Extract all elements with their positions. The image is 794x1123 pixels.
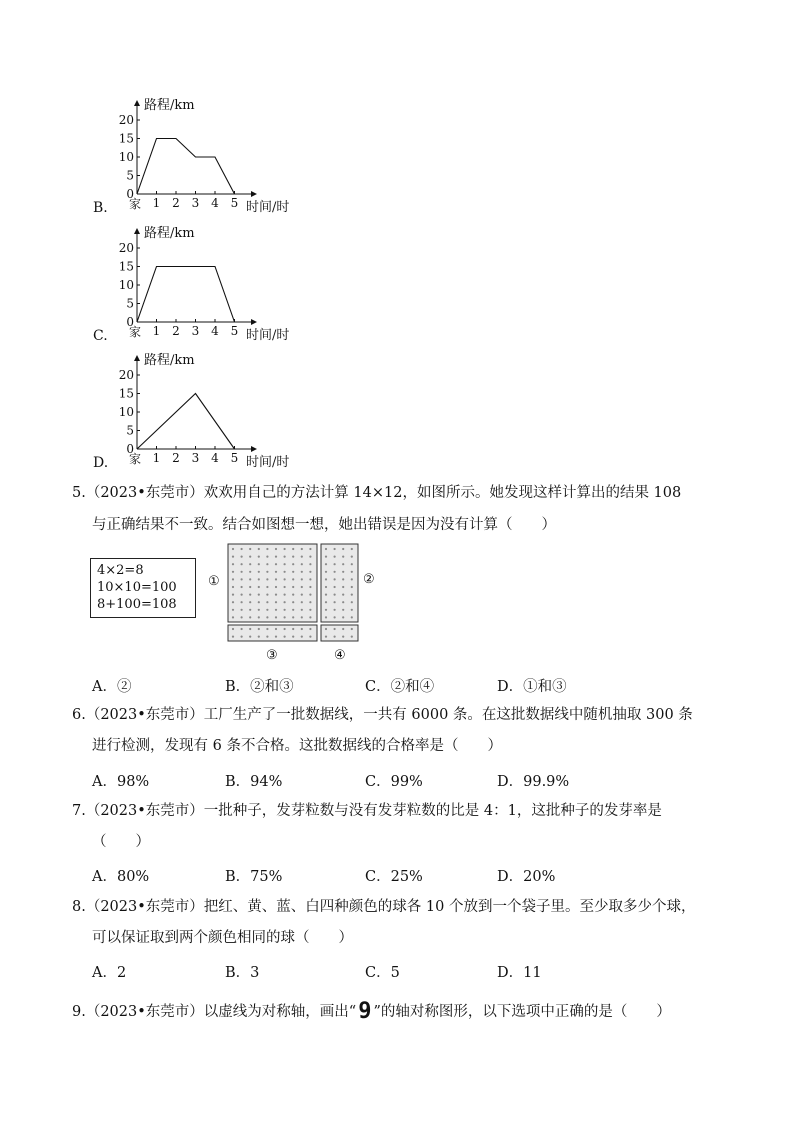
grid-dot bbox=[241, 578, 243, 580]
distance-line bbox=[137, 394, 235, 450]
grid-dot bbox=[284, 556, 286, 558]
grid-dot bbox=[241, 628, 243, 630]
grid-dot bbox=[309, 628, 311, 630]
grid-dot bbox=[275, 563, 277, 565]
grid-dot bbox=[232, 594, 234, 596]
grid-dot bbox=[241, 571, 243, 573]
grid-dot bbox=[334, 578, 336, 580]
grid-dot bbox=[334, 556, 336, 558]
grid-dot bbox=[275, 609, 277, 611]
x-tick-label: 4 bbox=[211, 324, 219, 338]
grid-dot bbox=[266, 563, 268, 565]
y-axis-label: 路程/km bbox=[144, 226, 195, 241]
calc-box bbox=[90, 558, 196, 618]
grid-dot bbox=[284, 571, 286, 573]
grid-dot bbox=[284, 616, 286, 618]
grid-dot bbox=[258, 609, 260, 611]
grid-dot bbox=[325, 628, 327, 630]
x-tick-label: 4 bbox=[211, 196, 219, 210]
grid-dot bbox=[258, 548, 260, 550]
grid-dot bbox=[275, 586, 277, 588]
grid-dot bbox=[284, 578, 286, 580]
q5-option-b[interactable]: B．②和③ bbox=[225, 679, 294, 695]
grid-dot bbox=[325, 594, 327, 596]
grid-dot bbox=[266, 628, 268, 630]
grid-dot bbox=[301, 594, 303, 596]
grid-dot bbox=[258, 601, 260, 603]
grid-dot bbox=[258, 628, 260, 630]
grid-dot bbox=[334, 616, 336, 618]
y-axis-arrow bbox=[134, 100, 140, 106]
q8-option-d[interactable]: D．11 bbox=[497, 965, 542, 981]
q6-line1: 6.（2023•东莞市）工厂生产了一批数据线，一共有 6000 条。在这批数据线中随机抽取 300 条 bbox=[72, 707, 693, 723]
grid-dot bbox=[351, 556, 353, 558]
grid-dot bbox=[309, 616, 311, 618]
grid-dot bbox=[301, 609, 303, 611]
y-axis-arrow bbox=[134, 228, 140, 234]
grid-dot bbox=[325, 586, 327, 588]
grid-dot bbox=[292, 628, 294, 630]
grid-dot bbox=[258, 571, 260, 573]
calc-line: 4×2=8 bbox=[97, 563, 144, 578]
grid-dot bbox=[258, 586, 260, 588]
grid-dot bbox=[249, 594, 251, 596]
q9-glyph: 9 bbox=[358, 999, 372, 1024]
grid-dot bbox=[301, 548, 303, 550]
q7-line1: 7.（2023•东莞市）一批种子，发芽粒数与没有发芽粒数的比是 4：1，这批种子的发芽率是 bbox=[72, 803, 662, 819]
calc-line: 10×10=100 bbox=[97, 580, 177, 595]
grid-dot bbox=[309, 563, 311, 565]
grid-dot bbox=[309, 548, 311, 550]
graph-d bbox=[115, 351, 305, 471]
grid-dot bbox=[342, 616, 344, 618]
grid-dot bbox=[258, 578, 260, 580]
grid-dot bbox=[351, 548, 353, 550]
x-tick-label: 2 bbox=[172, 451, 180, 465]
q8-line2: 可以保证取到两个颜色相同的球（ ） bbox=[92, 930, 353, 946]
grid-dot bbox=[351, 594, 353, 596]
grid-dot bbox=[342, 601, 344, 603]
grid-dot bbox=[301, 556, 303, 558]
grid-dot bbox=[351, 586, 353, 588]
grid-dot bbox=[284, 636, 286, 638]
grid-dot bbox=[351, 601, 353, 603]
y-tick-label: 15 bbox=[118, 131, 134, 146]
q6-option-b[interactable]: B．94% bbox=[225, 774, 283, 790]
y-tick-label: 20 bbox=[118, 368, 134, 382]
grid-dot bbox=[292, 594, 294, 596]
grid-dot bbox=[266, 586, 268, 588]
grid-dot bbox=[241, 586, 243, 588]
grid-dot bbox=[284, 586, 286, 588]
y-tick-label: 10 bbox=[118, 278, 134, 292]
grid-dot bbox=[309, 571, 311, 573]
grid-dot bbox=[249, 636, 251, 638]
grid-dot bbox=[325, 616, 327, 618]
grid-dot bbox=[325, 578, 327, 580]
grid-dot bbox=[342, 571, 344, 573]
grid-dot bbox=[249, 601, 251, 603]
grid-dot bbox=[301, 601, 303, 603]
x-tick-label: 2 bbox=[172, 324, 180, 338]
origin-label: 家 bbox=[128, 452, 142, 466]
x-axis-label: 时间/时 bbox=[246, 200, 290, 215]
q8-option-a[interactable]: A．2 bbox=[92, 965, 127, 981]
region-4 bbox=[321, 625, 358, 641]
y-tick-label: 15 bbox=[118, 259, 134, 274]
grid-dot bbox=[241, 601, 243, 603]
q8-line1: 8.（2023•东莞市）把红、黄、蓝、白四种颜色的球各 10 个放到一个袋子里。至少取多少个球， bbox=[72, 899, 696, 915]
grid-dot bbox=[292, 578, 294, 580]
grid-dot bbox=[275, 594, 277, 596]
grid-dot bbox=[334, 563, 336, 565]
grid-dot bbox=[334, 571, 336, 573]
grid-dot bbox=[342, 609, 344, 611]
q5-option-c[interactable]: C．②和④ bbox=[365, 679, 435, 695]
grid-dot bbox=[309, 578, 311, 580]
graph-c-letter: C. bbox=[93, 328, 108, 344]
grid-dot bbox=[342, 586, 344, 588]
grid-dot bbox=[232, 616, 234, 618]
grid-dot bbox=[266, 556, 268, 558]
calc-line: 8+100=108 bbox=[97, 597, 177, 612]
x-tick-label: 1 bbox=[152, 451, 161, 465]
grid-dot bbox=[275, 548, 277, 550]
origin-label: 家 bbox=[128, 197, 142, 211]
grid-dot bbox=[284, 563, 286, 565]
y-tick-label: 0 bbox=[126, 315, 134, 329]
graph-c bbox=[115, 224, 305, 344]
grid-dot bbox=[266, 609, 268, 611]
grid-dot bbox=[334, 628, 336, 630]
grid-dot bbox=[292, 571, 294, 573]
grid-dot bbox=[232, 563, 234, 565]
q5-line2: 与正确结果不一致。结合如图想一想，她出错误是因为没有计算（ ） bbox=[92, 517, 556, 533]
grid-dot bbox=[292, 601, 294, 603]
grid-dot bbox=[284, 609, 286, 611]
y-tick-label: 5 bbox=[126, 423, 134, 438]
grid-dot bbox=[284, 594, 286, 596]
q8-option-b[interactable]: B．3 bbox=[225, 965, 260, 981]
grid-dot bbox=[258, 556, 260, 558]
grid-dot bbox=[249, 609, 251, 611]
grid-dot bbox=[232, 586, 234, 588]
grid-dot bbox=[249, 556, 251, 558]
q6-option-d[interactable]: D．99.9% bbox=[497, 774, 570, 790]
x-axis-label: 时间/时 bbox=[246, 328, 290, 343]
grid-dot bbox=[258, 616, 260, 618]
grid-dot bbox=[301, 636, 303, 638]
dot-grid-figure bbox=[200, 540, 400, 668]
y-tick-label: 10 bbox=[118, 150, 134, 164]
grid-dot bbox=[325, 571, 327, 573]
grid-dot bbox=[292, 548, 294, 550]
grid-dot bbox=[334, 636, 336, 638]
region-3 bbox=[228, 625, 317, 641]
grid-dot bbox=[351, 571, 353, 573]
y-tick-label: 20 bbox=[118, 113, 134, 127]
x-axis-arrow bbox=[251, 446, 257, 452]
grid-dot bbox=[342, 563, 344, 565]
grid-dot bbox=[249, 628, 251, 630]
grid-dot bbox=[309, 609, 311, 611]
grid-dot bbox=[292, 609, 294, 611]
q5-option-a[interactable]: A．② bbox=[92, 679, 132, 695]
grid-dot bbox=[249, 548, 251, 550]
grid-dot bbox=[342, 594, 344, 596]
grid-dot bbox=[284, 628, 286, 630]
graph-b-letter: B. bbox=[93, 200, 108, 216]
y-axis-label: 路程/km bbox=[144, 353, 195, 368]
x-tick-label: 5 bbox=[230, 451, 239, 465]
x-axis-arrow bbox=[251, 319, 257, 325]
y-axis-arrow bbox=[134, 355, 140, 361]
grid-dot bbox=[266, 601, 268, 603]
grid-dot bbox=[292, 636, 294, 638]
grid-dot bbox=[309, 556, 311, 558]
y-tick-label: 10 bbox=[118, 405, 134, 419]
q9-line bbox=[72, 999, 671, 1024]
grid-dot bbox=[325, 548, 327, 550]
label-4: ④ bbox=[334, 648, 346, 663]
y-tick-label: 15 bbox=[118, 386, 134, 401]
q6-line2: 进行检测，发现有 6 条不合格。这批数据线的合格率是（ ） bbox=[92, 738, 502, 754]
grid-dot bbox=[325, 556, 327, 558]
grid-dot bbox=[232, 636, 234, 638]
grid-dot bbox=[258, 563, 260, 565]
grid-dot bbox=[301, 571, 303, 573]
grid-dot bbox=[309, 601, 311, 603]
y-tick-label: 0 bbox=[126, 442, 134, 456]
q7-option-a[interactable]: A．80% bbox=[92, 869, 150, 885]
y-axis-label: 路程/km bbox=[144, 98, 195, 113]
grid-dot bbox=[351, 636, 353, 638]
y-tick-label: 5 bbox=[126, 296, 134, 311]
grid-dot bbox=[266, 636, 268, 638]
x-tick-label: 5 bbox=[230, 196, 239, 210]
grid-dot bbox=[232, 571, 234, 573]
grid-dot bbox=[241, 594, 243, 596]
grid-dot bbox=[241, 636, 243, 638]
grid-dot bbox=[351, 609, 353, 611]
grid-dot bbox=[258, 636, 260, 638]
grid-dot bbox=[325, 563, 327, 565]
q7-option-b[interactable]: B．75% bbox=[225, 869, 283, 885]
grid-dot bbox=[325, 609, 327, 611]
graph-b bbox=[115, 96, 305, 216]
label-3: ③ bbox=[266, 648, 278, 663]
grid-dot bbox=[351, 578, 353, 580]
grid-dot bbox=[241, 609, 243, 611]
grid-dot bbox=[232, 601, 234, 603]
q6-option-c[interactable]: C．99% bbox=[365, 774, 423, 790]
x-axis-label: 时间/时 bbox=[246, 455, 290, 470]
grid-dot bbox=[325, 636, 327, 638]
grid-dot bbox=[334, 586, 336, 588]
grid-dot bbox=[342, 628, 344, 630]
x-tick-label: 3 bbox=[191, 196, 200, 210]
x-tick-label: 4 bbox=[211, 451, 219, 465]
grid-dot bbox=[249, 586, 251, 588]
grid-dot bbox=[342, 636, 344, 638]
q7-option-d[interactable]: D．20% bbox=[497, 869, 556, 885]
grid-dot bbox=[232, 609, 234, 611]
grid-dot bbox=[334, 594, 336, 596]
grid-dot bbox=[266, 571, 268, 573]
grid-dot bbox=[266, 616, 268, 618]
grid-dot bbox=[241, 556, 243, 558]
q7-option-c[interactable]: C．25% bbox=[365, 869, 423, 885]
grid-dot bbox=[334, 548, 336, 550]
grid-dot bbox=[249, 616, 251, 618]
grid-dot bbox=[325, 601, 327, 603]
grid-dot bbox=[309, 586, 311, 588]
y-tick-label: 20 bbox=[118, 241, 134, 255]
grid-dot bbox=[249, 571, 251, 573]
label-1: ① bbox=[208, 574, 220, 589]
y-tick-label: 0 bbox=[126, 187, 134, 201]
grid-dot bbox=[292, 563, 294, 565]
grid-dot bbox=[342, 548, 344, 550]
grid-dot bbox=[241, 563, 243, 565]
q9-text-pre: 9.（2023•东莞市）以虚线为对称轴，画出“ bbox=[72, 1004, 357, 1020]
x-tick-label: 3 bbox=[191, 451, 200, 465]
grid-dot bbox=[249, 578, 251, 580]
grid-dot bbox=[232, 556, 234, 558]
grid-dot bbox=[266, 548, 268, 550]
y-tick-label: 5 bbox=[126, 168, 134, 183]
distance-line bbox=[137, 267, 235, 323]
label-2: ② bbox=[363, 572, 375, 587]
graph-d-letter: D. bbox=[93, 455, 109, 471]
grid-dot bbox=[249, 563, 251, 565]
x-axis-arrow bbox=[251, 191, 257, 197]
distance-line bbox=[137, 139, 235, 195]
grid-dot bbox=[351, 628, 353, 630]
grid-dot bbox=[266, 578, 268, 580]
grid-dot bbox=[275, 556, 277, 558]
grid-dot bbox=[292, 556, 294, 558]
grid-dot bbox=[342, 578, 344, 580]
q7-line2: （ ） bbox=[92, 834, 150, 850]
grid-dot bbox=[301, 616, 303, 618]
grid-dot bbox=[275, 601, 277, 603]
grid-dot bbox=[232, 548, 234, 550]
grid-dot bbox=[275, 578, 277, 580]
grid-dot bbox=[275, 636, 277, 638]
grid-dot bbox=[266, 594, 268, 596]
grid-dot bbox=[351, 616, 353, 618]
grid-dot bbox=[351, 563, 353, 565]
q6-option-a[interactable]: A．98% bbox=[92, 774, 150, 790]
grid-dot bbox=[275, 571, 277, 573]
grid-dot bbox=[342, 556, 344, 558]
x-tick-label: 5 bbox=[230, 324, 239, 338]
grid-dot bbox=[241, 616, 243, 618]
grid-dot bbox=[301, 563, 303, 565]
grid-dot bbox=[284, 548, 286, 550]
grid-dot bbox=[258, 594, 260, 596]
x-tick-label: 1 bbox=[152, 324, 161, 338]
grid-dot bbox=[309, 594, 311, 596]
grid-dot bbox=[232, 628, 234, 630]
x-tick-label: 3 bbox=[191, 324, 200, 338]
grid-dot bbox=[292, 586, 294, 588]
grid-dot bbox=[232, 578, 234, 580]
grid-dot bbox=[334, 601, 336, 603]
origin-label: 家 bbox=[128, 325, 142, 339]
grid-dot bbox=[284, 601, 286, 603]
grid-dot bbox=[301, 578, 303, 580]
grid-dot bbox=[309, 636, 311, 638]
grid-dot bbox=[301, 586, 303, 588]
grid-dot bbox=[275, 616, 277, 618]
q5-line1: 5.（2023•东莞市）欢欢用自己的方法计算 14×12，如图所示。她发现这样计算出的结果 108 bbox=[72, 485, 682, 501]
x-tick-label: 1 bbox=[152, 196, 161, 210]
grid-dot bbox=[301, 628, 303, 630]
grid-dot bbox=[275, 628, 277, 630]
q8-option-c[interactable]: C．5 bbox=[365, 965, 400, 981]
q9-text-post: ”的轴对称图形，以下选项中正确的是（ ） bbox=[373, 1004, 671, 1020]
q5-option-d[interactable]: D．①和③ bbox=[497, 679, 567, 695]
x-tick-label: 2 bbox=[172, 196, 180, 210]
grid-dot bbox=[334, 609, 336, 611]
grid-dot bbox=[292, 616, 294, 618]
grid-dot bbox=[241, 548, 243, 550]
